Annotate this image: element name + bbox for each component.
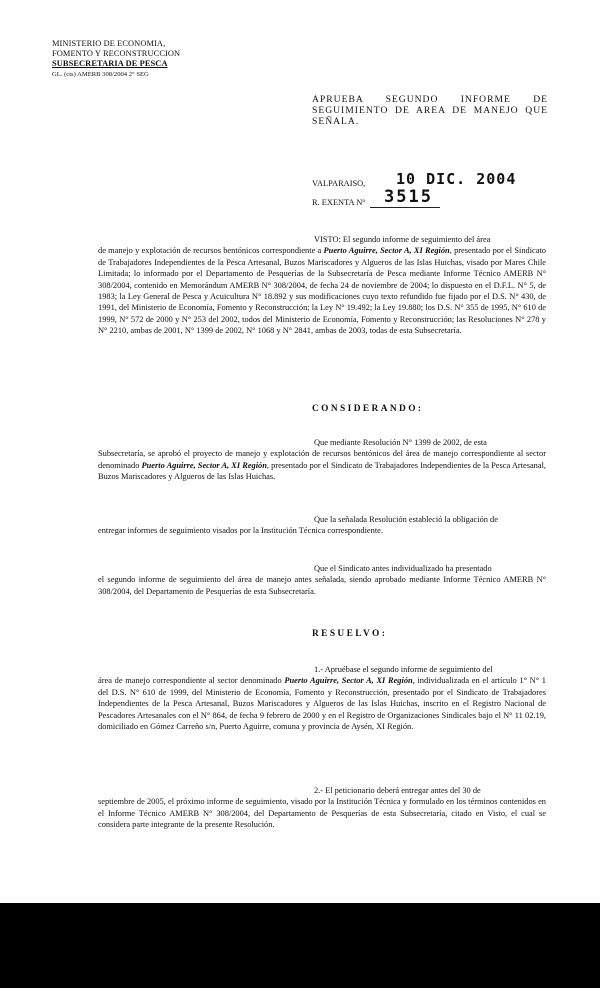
considerando-p1-c: , presentado por el Sindicato de Trabajadores Independientes de la Pesca Artesanal, Buzos Mariscadores y Algueros de las Islas Huichas.: [98, 460, 546, 482]
considerando-p2: [98, 514, 546, 537]
considerando-p1: [98, 437, 546, 483]
resuelvo-p2-rest: septiembre de 2005, el próximo informe de seguimiento, visado por la Institución Técnica y formulado en los términos contenidos en el Informe Técnico AMERB N° 308/2004, del Departamento de Pesquerías de esta Subsecretaría, citado en Visto, el cual se considera parte integrante de la presente Resolución.: [98, 797, 546, 830]
visto-text-b: , presentado por el Sindicato de Trabajadores Independientes de la Pesca Artesanal, Buzos Mariscadores y Algueros de las Islas Huichas, visado por Mares Chile Limitada; lo informado por el Departamento de Pesquerías de la Subsecretaría de Pesca mediante Informe Técnico AMERB N° 308/2004, contenido en Memorándum AMERB N° 308/2004, de fecha 24 de noviembre de 2004; lo dispuesto en el D.F.L. N° 5, de 1983; la Ley General de Pesca y Acuicultura N° 18.892 y sus modificaciones cuyo texto refundido fue fijado por el D.S. N° 430, de 1991, del Ministerio de Economía, Fomento y Reconstrucción; la Ley N° 19.492; la Ley 19.880; los D.S. N° 355 de 1995, N° 610 de 1999, N° 572 de 2000 y N° 253 del 2002, todos del Ministerio de Economía, Fomento y Reconstrucción; las Resoluciones N° 278 y N° 2210, ambas de 2001, N° 1399 de 2002, N° 1068 y N° 2841, ambas de 2003, todas de esta Subsecretaría.: [98, 246, 546, 336]
visto-text-a: de manejo y explotación de recursos bentónicos correspondiente a: [98, 246, 324, 256]
date-stamp: 10 DIC. 2004: [396, 170, 517, 188]
resuelvo-p2-lead: 2.- El peticionario deberá entregar antes del 30 de: [314, 786, 481, 795]
resuelvo-p1-a: área de manejo correspondiente al sector denominado: [98, 676, 285, 686]
considerando-p3-lead: Que el Sindicato antes individualizado ha presentado: [314, 564, 492, 573]
document-title: [312, 94, 548, 127]
place-label: VALPARAISO,: [312, 179, 366, 188]
exenta-underline: [370, 207, 440, 208]
exenta-number: 3515: [384, 187, 433, 207]
exenta-label: R. EXENTA N°: [312, 198, 366, 207]
visto-section: [98, 234, 546, 337]
ministry-line-2: FOMENTO Y RECONSTRUCCION: [52, 49, 181, 58]
ministry-line-3: SUBSECRETARIA DE PESCA: [52, 59, 168, 68]
visto-region-italic: Región: [425, 246, 450, 256]
ministry-line-1: MINISTERIO DE ECONOMIA,: [52, 39, 166, 48]
resuelvo-heading: RESUELVO:: [312, 629, 388, 639]
considerando-p1-italic: Puerto Aguirre, Sector A, XI Región: [141, 460, 267, 470]
considerando-heading: CONSIDERANDO:: [312, 404, 424, 414]
reference-code: GL. (cts) AMERB 308/2004 2° SEG: [52, 71, 149, 78]
title-line-3: SEÑALA.: [312, 116, 360, 127]
considerando-p1-lead: Que mediante Resolución N° 1399 de 2002, de esta: [314, 438, 487, 447]
visto-place-italic: Puerto Aguirre, Sector A, XI: [323, 246, 423, 256]
visto-lead: VISTO: El segundo informe de seguimiento del área: [314, 235, 491, 244]
resuelvo-p2: [98, 785, 546, 831]
resuelvo-p1: [98, 664, 546, 732]
considerando-p3: [98, 563, 546, 597]
title-line-2: SEGUIMIENTO DE AREA DE MANEJO QUE: [312, 105, 548, 116]
resuelvo-p1-lead: 1.- Apruébase el segundo informe de seguimiento del: [314, 665, 493, 674]
considerando-p2-lead: Que la señalada Resolución estableció la obligación de: [314, 515, 498, 524]
resuelvo-p1-c: , individualizada en el artículo 1° N° 1 del D.S. N° 610 de 1999, del Ministerio de Economía, Fomento y Reconstrucción, presentado por el Sindicato de Trabajadores Independientes de la Pesca Artesanal, Buzos Mariscadores y Algueros de las Islas Huichas, inscrito en el Registro Nacional de Pescadores Artesanales con el N° 864, de fecha 9 febrero de 2000 y en el Registro de Organizaciones Sindicales bajo el N° 11 02.19, domiciliado en Gómez Carreño s/n, Puerto Aguirre, comuna y provincia de Aysén, XI Región.: [98, 676, 546, 732]
resuelvo-p1-body: [98, 675, 546, 732]
considerando-p1-a: Subsecretaría, se aprobó el proyecto de manejo y explotación de recursos bentónicos del área de manejo correspondiente al sector denominado: [98, 449, 546, 470]
considerando-p3-rest: el segundo informe de seguimiento del área de manejo antes señalada, siendo aprobado mediante Informe Técnico AMERB N° 308/2004, del Departamento de Pesquerías de esta Subsecretaría.: [98, 575, 546, 596]
resuelvo-p1-italic: Puerto Aguirre, Sector A, XI Región: [284, 676, 413, 686]
considerando-p1-body: [98, 448, 546, 482]
title-line-1: APRUEBA SEGUNDO INFORME DE: [312, 94, 548, 105]
considerando-p2-rest: entregar informes de seguimiento visados por la Institución Técnica correspondiente.: [98, 526, 383, 536]
ministry-header: [52, 39, 252, 69]
visto-body: [98, 245, 546, 336]
